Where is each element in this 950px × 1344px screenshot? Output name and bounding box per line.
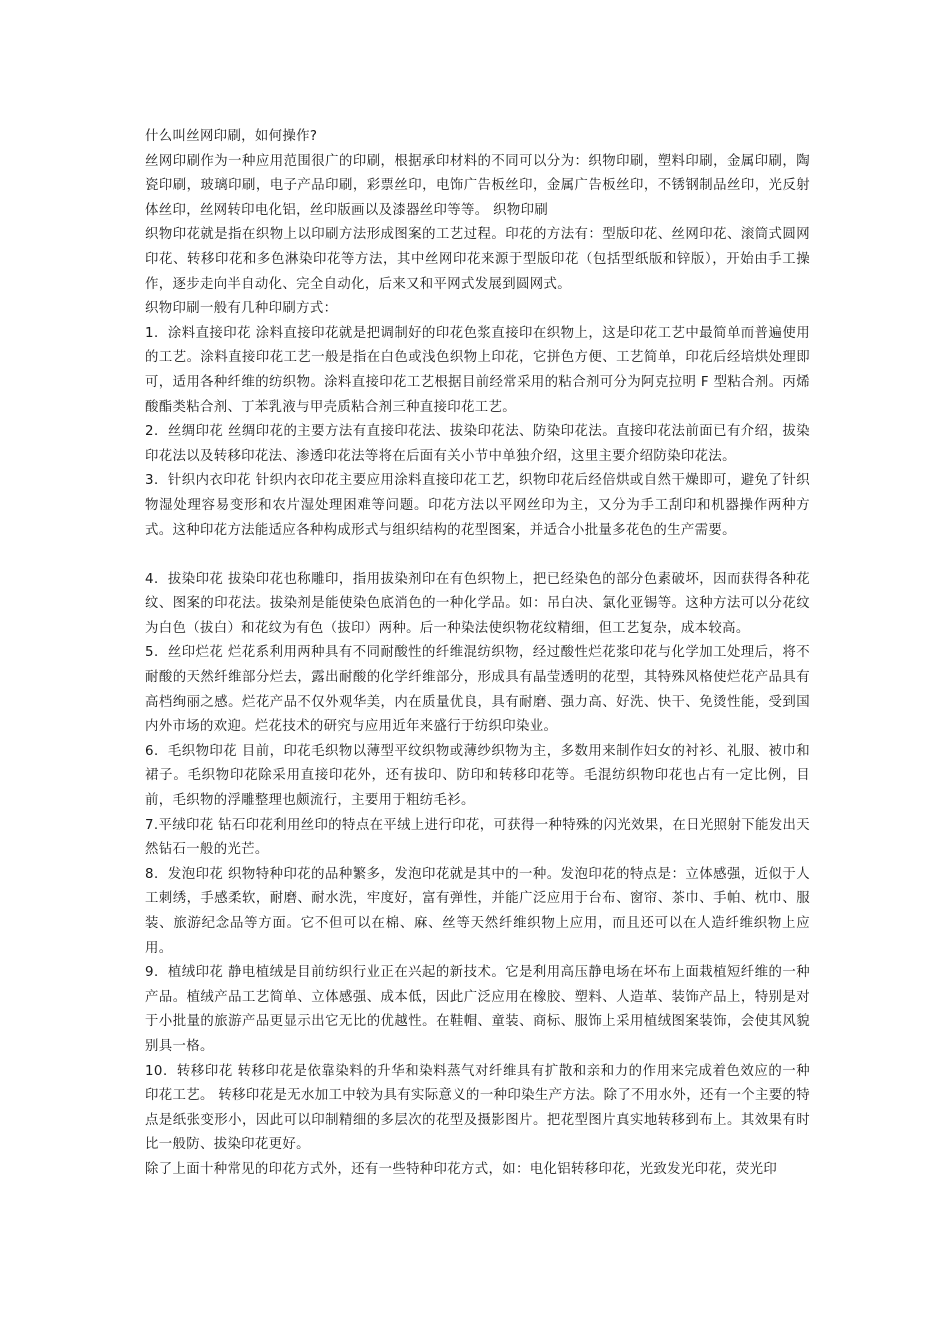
method-item-4: 4．拔染印花 拔染印花也称雕印，指用拔染剂印在有色织物上，把已经染色的部分色素破坏，因而获得各种花纹、图案的印花法。拔染剂是能使染色底消色的一种化学品。如：吊白决、氯化亚锡等。这种方法可以分花纹为白色（拔白）和花纹为有色（拔印）两种。后一种染法使织物花纹精细，但工艺复杂，成本较高。 [145, 571, 810, 636]
document-title: 什么叫丝网印刷，如何操作? [145, 129, 318, 144]
document-body [145, 125, 810, 1183]
method-item-3: 3．针织内衣印花 针织内衣印花主要应用涂料直接印花工艺，织物印花后经倍烘或自然干燥即可，避免了针织物湿处理容易变形和农片湿处理困难等问题。印花方法以平网丝印为主，又分为手工刮印和机器操作两种方式。这种印花方法能适应各种构成形式与组织结构的花型图案，并适合小批量多花色的生产需要。 [145, 473, 810, 538]
closing-paragraph: 除了上面十种常见的印花方式外，还有一些特种印花方式，如：电化铝转移印花，光致发光印花，荧光印 [145, 1161, 778, 1177]
methods-heading: 织物印刷一般有几种印刷方式： [145, 301, 338, 317]
method-item-5: 5．丝印烂花 烂花系利用两种具有不同耐酸性的纤维混纺织物，经过酸性烂花浆印花与化学加工处理后，将不耐酸的天然纤维部分烂去，露出耐酸的化学纤维部分，形成具有晶莹透明的花型，其特殊风格使烂花产品具有高档绚丽之感。烂花产品不仅外观华美，内在质量优良，具有耐磨、强力高、好洗、快干、免烫性能，受到国内外市场的欢迎。烂花技术的研究与应用近年来盛行于纺织印染业。 [145, 645, 810, 735]
textile-intro-paragraph: 织物印花就是指在织物上以印刷方法形成图案的工艺过程。印花的方法有：型版印花、丝网印花、滚筒式圆网印花、转移印花和多色淋染印花等方法，其中丝网印花来源于型版印花（包括型纸版和锌版），开始由手工操作，逐步走向半自动化、完全自动化，后来又和平网式发展到圆网式。 [145, 227, 810, 292]
method-item-6: 6．毛织物印花 目前，印花毛织物以薄型平纹织物或薄纱织物为主，多数用来制作妇女的衬衫、礼服、被巾和裙子。毛织物印花除采用直接印花外，还有拔印、防印和转移印花等。毛混纺织物印花也占有一定比例，目前，毛织物的浮雕整理也颇流行，主要用于粗纺毛衫。 [145, 743, 810, 809]
method-item-8: 8．发泡印花 织物特种印花的品种繁多，发泡印花就是其中的一种。发泡印花的特点是：立体感强，近似于人工刺绣，手感柔软，耐磨、耐水洗，牢度好，富有弹性，并能广泛应用于台布、窗帘、茶巾、手帕、枕巾、服装、旅游纪念品等方面。它不但可以在棉、麻、丝等天然纤维织物上应用，而且还可以在人造纤维织物上应用。 [145, 866, 810, 956]
method-item-7: 7.平绒印花 钻石印花利用丝印的特点在平绒上进行印花，可获得一种特殊的闪光效果，在日光照射下能发出天然钻石一般的光芒。 [145, 817, 810, 858]
blank-line [145, 543, 810, 568]
method-item-10: 10．转移印花 转移印花是依靠染料的升华和染料蒸气对纤维具有扩散和亲和力的作用来完成着色效应的一种印花工艺。 转移印花是无水加工中较为具有实际意义的一种印染生产方法。除了不用水外，还有一个主要的特点是纸张变形小，因此可以印制精细的多层次的花型及摄影图片。把花型图片真实地转移到布上。其效果有时比一般防、拔染印花更好。 [145, 1063, 810, 1153]
method-item-1: 1．涂料直接印花 涂料直接印花就是把调制好的印花色浆直接印在织物上，这是印花工艺中最简单而普遍使用的工艺。涂料直接印花工艺一般是指在白色或浅色织物上印花，它拼色方便、工艺简单，印花后经培烘处理即可，适用各种纤维的纺织物。涂料直接印花工艺根据目前经常采用的粘合剂可分为阿克拉明 F 型粘合剂。丙烯酸酯类粘合剂、丁苯乳液与甲壳质粘合剂三种直接印花工艺。 [145, 325, 810, 415]
method-item-2: 2．丝绸印花 丝绸印花的主要方法有直接印花法、拔染印花法、防染印花法。直接印花法前面已有介绍，拔染印花法以及转移印花法、渗透印花法等将在后面有关小节中单独介绍，这里主要介绍防染印花法。 [145, 424, 810, 464]
method-item-9: 9．植绒印花 静电植绒是目前纺织行业正在兴起的新技术。它是利用高压静电场在坏布上面栽植短纤维的一种产品。植绒产品工艺简单、立体感强、成本低，因此广泛应用在橡胶、塑料、人造革、装饰产品上，特别是对于小批量的旅游产品更显示出它无比的优越性。在鞋帽、童装、商标、服饰上采用植绒图案装饰，会使其风貌别具一格。 [145, 965, 810, 1054]
intro-paragraph: 丝网印刷作为一种应用范围很广的印刷，根据承印材料的不同可以分为：织物印刷，塑料印刷，金属印刷，陶瓷印刷，玻璃印刷，电子产品印刷，彩票丝印，电饰广告板丝印，金属广告板丝印，不锈钢制品丝印，光反射体丝印，丝网转印电化铝，丝印版画以及漆器丝印等等。 织物印刷 [145, 153, 810, 218]
